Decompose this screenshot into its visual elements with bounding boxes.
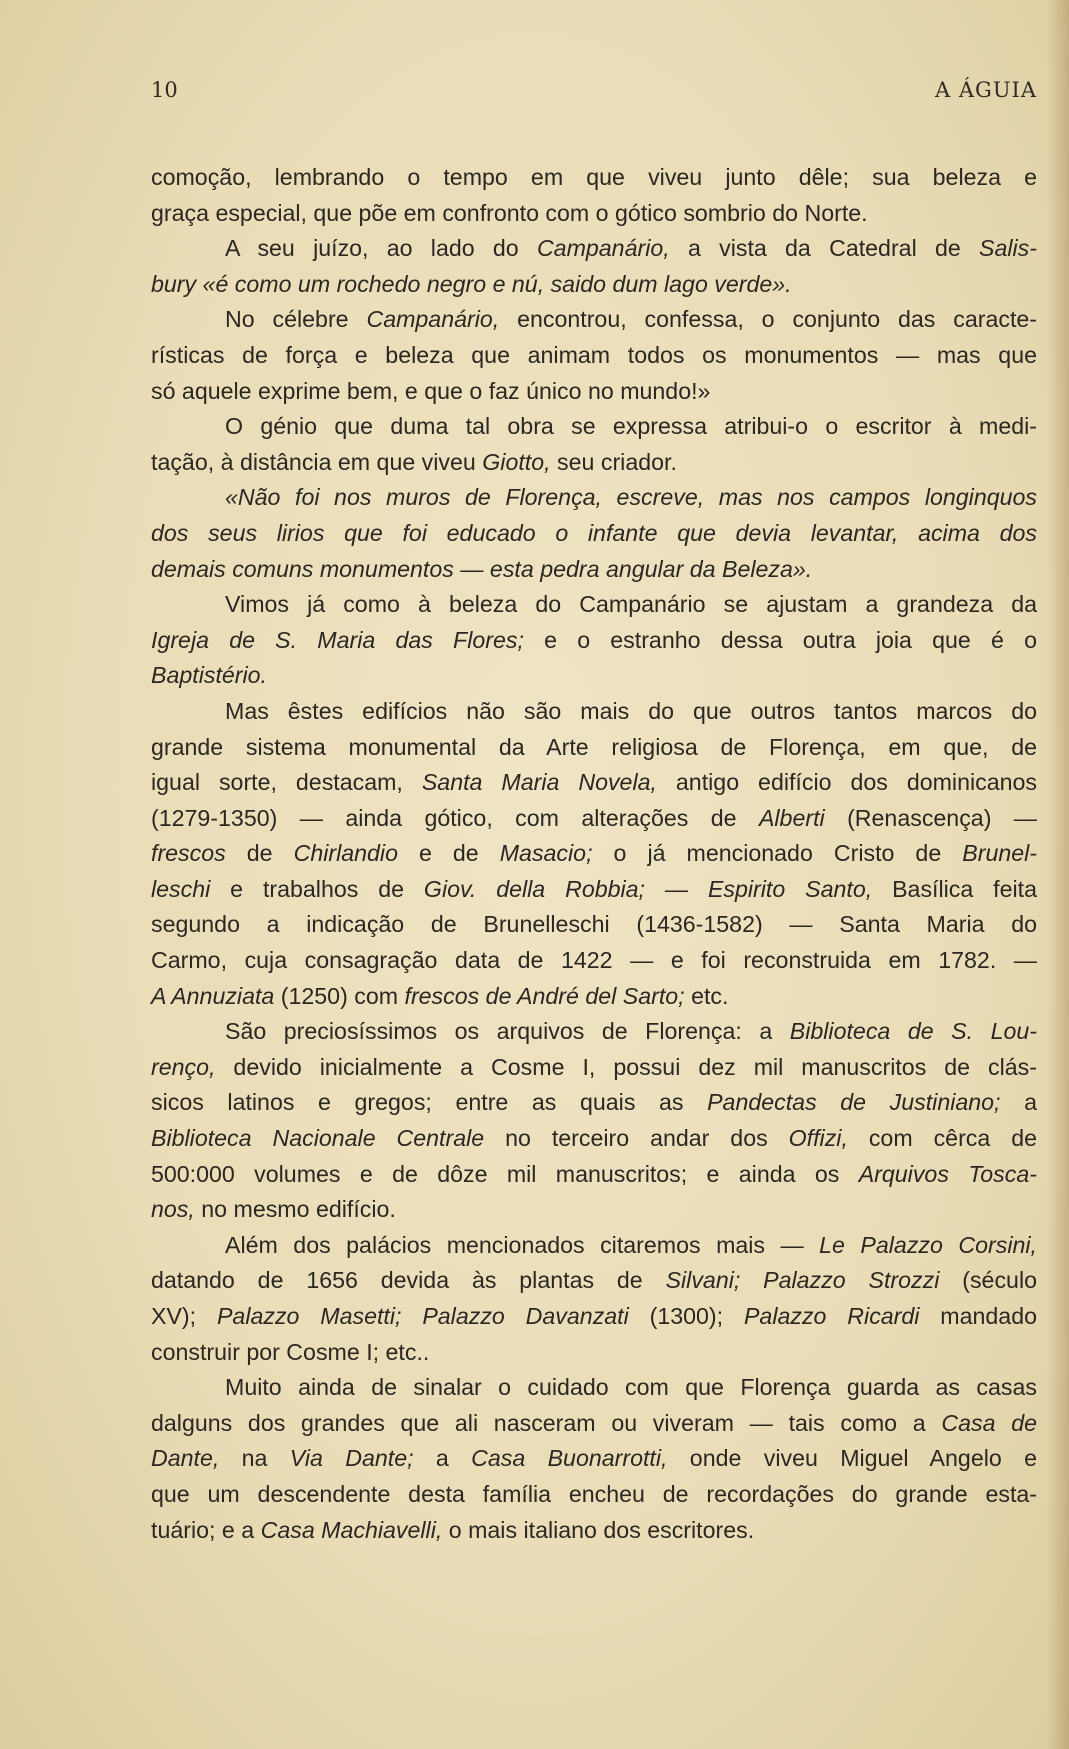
text-line (151, 196, 1037, 232)
italic-text: bury «é como um rochedo negro e nú, saido dum lago verde». (151, 270, 792, 297)
text-line (151, 1014, 1037, 1050)
italic-text: Pandectas de Justiniano; (707, 1089, 1001, 1116)
text-line (151, 374, 1037, 410)
text-line (151, 1050, 1037, 1086)
text-line (151, 623, 1037, 659)
text-segment: seu criador. (550, 448, 677, 475)
paragraph (151, 302, 1037, 409)
text-line (151, 1157, 1037, 1193)
italic-text: Via Dante; (289, 1445, 414, 1472)
italic-text: «Não foi nos muros de Florença, escreve, mas nos campos longinquos (225, 484, 1037, 511)
italic-text: demais comuns monumentos — esta pedra angular da Beleza». (151, 555, 813, 582)
text-segment: Muito ainda de sinalar o cuidado com que Florença guarda as casas (225, 1374, 1037, 1401)
text-segment: Carmo, cuja consagração data de 1422 — e foi reconstruida em 1782. — (151, 947, 1037, 974)
text-segment: onde viveu Miguel Angelo e (667, 1445, 1037, 1472)
text-line (151, 1121, 1037, 1157)
text-line (151, 1441, 1037, 1477)
text-segment: antigo edifício dos dominicanos (656, 769, 1037, 796)
italic-text: Igreja de S. Maria das Flores; (151, 626, 524, 653)
text-line (151, 1406, 1037, 1442)
text-line (151, 943, 1037, 979)
text-line (151, 267, 1037, 303)
text-line (151, 1335, 1037, 1371)
text-segment: dalguns dos grandes que ali nasceram ou viveram — tais como a (151, 1409, 942, 1436)
text-line (151, 1085, 1037, 1121)
text-segment: e trabalhos de (210, 875, 424, 902)
text-segment: Basílica feita (872, 875, 1037, 902)
text-segment: grande sistema monumental da Arte religiosa de Florença, em que, de (151, 733, 1037, 760)
text-segment: tação, à distância em que viveu (151, 448, 483, 475)
paragraph (151, 231, 1037, 302)
italic-text: Dante, (151, 1445, 220, 1472)
page-header (151, 78, 1037, 112)
italic-text: Campanário, (366, 306, 500, 333)
italic-text: Brunel- (962, 840, 1037, 867)
text-segment: e o estranho dessa outra joia que é o (523, 626, 1037, 653)
text-line (151, 516, 1037, 552)
text-line (151, 694, 1037, 730)
text-segment: na (219, 1445, 290, 1472)
text-line (151, 552, 1037, 588)
italic-text: Santa Maria Novela, (421, 769, 657, 796)
text-line (151, 730, 1037, 766)
text-segment: (século (939, 1267, 1037, 1294)
italic-text: nos, (151, 1196, 195, 1223)
italic-text: Arquivos Tosca- (858, 1160, 1037, 1187)
text-line (151, 160, 1037, 196)
italic-text: Biblioteca Nacionale Centrale (151, 1125, 485, 1152)
text-segment: datando de 1656 devida às plantas de (151, 1267, 666, 1294)
page-body-text (151, 160, 1037, 1548)
italic-text: dos seus lirios que foi educado o infante que devia levantar, acima dos (151, 519, 1037, 546)
text-segment: o já mencionado Cristo de (592, 840, 963, 867)
italic-text: Giov. della Robbia; — Espirito Santo, (423, 875, 873, 902)
paragraph (151, 587, 1037, 694)
paragraph (151, 409, 1037, 480)
text-segment: O génio que duma tal obra se expressa atribui-o o escritor à medi- (225, 413, 1037, 440)
text-segment: a (1000, 1089, 1037, 1116)
text-line (151, 979, 1037, 1015)
text-segment: graça especial, que põe em confronto com o gótico sombrio do Norte. (151, 199, 868, 226)
text-segment: XV); (151, 1303, 217, 1329)
text-line (151, 1192, 1037, 1228)
paragraph (151, 1014, 1037, 1228)
paragraph (151, 694, 1037, 1014)
italic-text: Baptistério. (151, 662, 267, 689)
italic-text: Le Palazzo Corsini, (819, 1231, 1037, 1258)
italic-text: Offizi, (788, 1125, 848, 1152)
text-segment: e de (397, 840, 500, 867)
text-line (151, 409, 1037, 445)
text-line (151, 445, 1037, 481)
text-line (151, 231, 1037, 267)
text-line (151, 338, 1037, 374)
text-segment: etc. (684, 982, 729, 1009)
text-segment: no terceiro andar dos (484, 1125, 789, 1152)
text-segment: Além dos palácios mencionados citaremos mais — (225, 1231, 820, 1258)
paragraph (151, 160, 1037, 231)
text-segment: (1279-1350) — ainda gótico, com alterações de (151, 804, 759, 831)
text-segment: a (413, 1445, 472, 1472)
text-line (151, 1263, 1037, 1299)
text-segment: Mas êstes edifícios não são mais do que outros tantos marcos do (225, 697, 1037, 724)
text-segment: (1300); (628, 1303, 744, 1329)
italic-text: Salis- (979, 235, 1037, 262)
text-segment: sicos latinos e gregos; entre as quais as (151, 1089, 708, 1116)
text-segment: A seu juízo, ao lado do (225, 235, 537, 262)
text-line (151, 658, 1037, 694)
text-segment: tuário; e a (151, 1516, 261, 1543)
text-segment: encontrou, confessa, o conjunto das caracte- (499, 306, 1038, 333)
text-segment: com cêrca de (847, 1125, 1037, 1152)
text-line (151, 1299, 1037, 1335)
italic-text: A Annuziata (151, 982, 275, 1009)
page-number: 10 (151, 78, 178, 102)
italic-text: Giotto, (482, 448, 551, 475)
text-line (151, 1370, 1037, 1406)
text-line (151, 587, 1037, 623)
text-segment: (1250) com (274, 982, 405, 1009)
italic-text: Casa Machiavelli, (260, 1516, 443, 1543)
text-line (151, 1513, 1037, 1549)
italic-text: Masacio; (499, 840, 593, 867)
text-segment: o mais italiano dos escritores. (442, 1516, 755, 1543)
italic-text: Chirlandio (293, 840, 398, 867)
text-segment: que um descendente desta família encheu de recordações do grande esta- (151, 1480, 1037, 1507)
text-line (151, 872, 1037, 908)
text-line (151, 1477, 1037, 1513)
italic-text: Silvani; Palazzo Strozzi (665, 1267, 940, 1294)
text-segment: São preciosíssimos os arquivos de Florença: a (225, 1018, 790, 1045)
paragraph (151, 1228, 1037, 1370)
text-segment: construir por Cosme I; etc.. (151, 1338, 430, 1365)
text-line (151, 302, 1037, 338)
text-segment: segundo a indicação de Brunelleschi (1436-1582) — Santa Maria do (151, 911, 1037, 938)
text-line (151, 801, 1037, 837)
italic-text: frescos (151, 840, 226, 867)
paragraph (151, 1370, 1037, 1548)
italic-text: Casa Buonarrotti, (471, 1445, 668, 1472)
italic-text: Campanário, (536, 235, 670, 262)
italic-text: Palazzo Masetti; Palazzo Davanzati (216, 1303, 629, 1329)
text-segment: comoção, lembrando o tempo em que viveu junto dêle; sua beleza e (151, 164, 1037, 190)
italic-text: Alberti (758, 804, 825, 831)
running-title: A ÁGUIA (935, 78, 1037, 102)
text-segment: mandado (919, 1303, 1037, 1329)
italic-text: Casa de (941, 1409, 1038, 1436)
page-edge-shadow (1047, 0, 1069, 1749)
text-line (151, 1228, 1037, 1264)
italic-text: renço, (151, 1053, 216, 1080)
text-line (151, 907, 1037, 943)
italic-text: Palazzo Ricardi (743, 1303, 920, 1329)
text-segment: No célebre (225, 306, 367, 333)
paragraph (151, 480, 1037, 587)
italic-text: Biblioteca de S. Lou- (789, 1018, 1037, 1045)
italic-text: leschi (151, 875, 211, 902)
text-segment: a vista da Catedral de (669, 235, 980, 262)
text-line (151, 836, 1037, 872)
text-segment: igual sorte, destacam, (151, 769, 422, 796)
text-line (151, 480, 1037, 516)
text-segment: no mesmo edifício. (194, 1196, 396, 1223)
text-segment: só aquele exprime bem, e que o faz único no mundo!» (151, 377, 711, 404)
text-segment: Vimos já como à beleza do Campanário se ajustam a grandeza da (225, 591, 1037, 618)
text-segment: de (225, 840, 294, 867)
text-segment: rísticas de força e beleza que animam todos os monumentos — mas que (151, 341, 1037, 368)
text-line (151, 765, 1037, 801)
italic-text: frescos de André del Sarto; (404, 982, 685, 1009)
text-segment: (Renascença) — (824, 804, 1037, 831)
text-segment: devido inicialmente a Cosme I, possui dez mil manuscritos de clás- (215, 1053, 1037, 1080)
text-segment: 500:000 volumes e de dôze mil manuscritos; e ainda os (151, 1160, 859, 1187)
